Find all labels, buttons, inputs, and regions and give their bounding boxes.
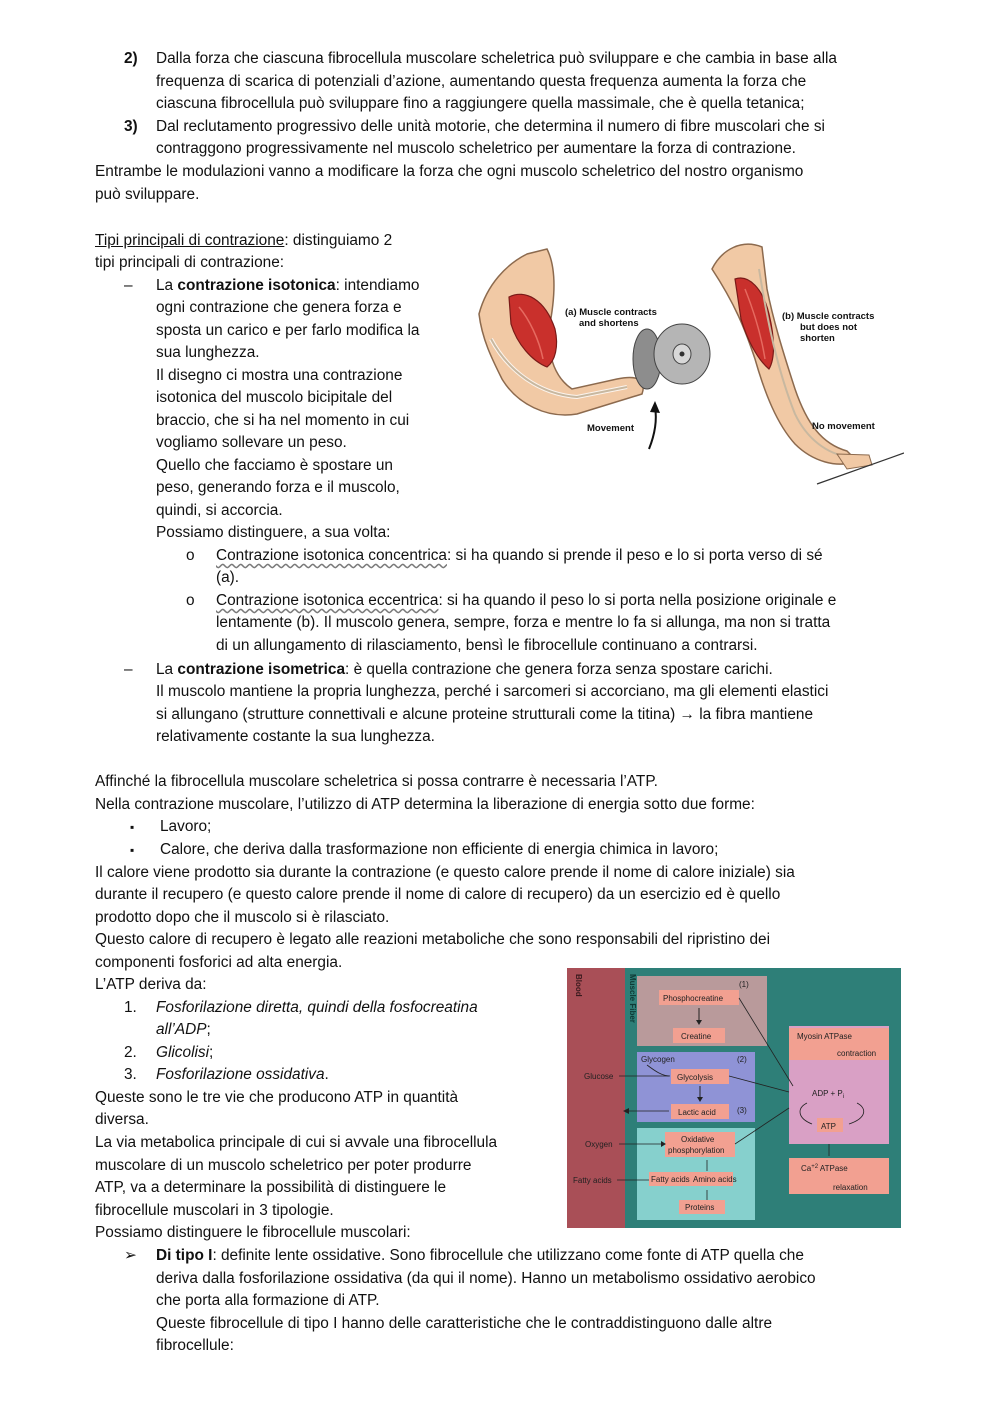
glycogen-label: Glycogen [641,1055,675,1064]
atp-metabolism-diagram [567,968,901,1228]
text-line: quindi, si accorcia. [156,502,283,519]
pathway-number: (2) [737,1055,747,1064]
text-line: Dal reclutamento progressivo delle unità motorie, che determina il numero di fibre muscolari che si [156,118,825,135]
text-line: sua lunghezza. [156,344,260,361]
glucose-label: Glucose [584,1072,614,1081]
text-line: di un allungamento di rilasciamento, bensì le fibrocellule continuano a contrarsi. [216,637,758,654]
arrow-bullet-icon: ➢ [124,1247,137,1264]
label-b: shorten [800,333,835,344]
blood-column [567,968,625,1228]
text-line: durante il recupero (e questo calore prende il nome di calore di recupero) da un esercizio ed è quello [95,886,781,903]
text-line: che porta alla formazione di ATP. [156,1292,380,1309]
myosin-atpase-label: Myosin ATPase [797,1032,852,1041]
oxygen-label: Oxygen [585,1140,613,1149]
text-line: diversa. [95,1111,149,1128]
pathway-number: (3) [737,1106,747,1115]
list-number: 2) [124,50,138,67]
text-line: deriva dalla fosforilazione ossidativa (da qui il nome). Hanno un metabolismo ossidativo aerobico [156,1270,816,1287]
text-line: tipi principali di contrazione: [95,254,285,271]
movement-arrow [649,407,656,449]
text-line: Lavoro; [160,818,212,835]
arm-b-illustration [712,244,904,484]
adp-label: ADP + $P_i$ [812,1089,845,1100]
relaxation-label: relaxation [833,1183,868,1192]
pathway-number: (1) [739,980,749,989]
text-line: ogni contrazione che genera forza e [156,299,402,316]
dash-bullet: – [124,661,133,678]
no-movement-label: No movement [812,421,875,432]
text-line: vogliamo sollevare un peso. [156,434,347,451]
text-line: ciascuna fibrocellula può sviluppare fino a raggiungere quella massimale, che è quella tetanica; [156,95,805,112]
text-line: ATP, va a determinare la possibilità di distinguere le [95,1179,447,1196]
section-heading: Tipi principali di contrazione: distinguiamo 2 [95,232,393,249]
text-line: isotonica del muscolo bicipitale del [156,389,393,406]
text-line: Di tipo I: definite lente ossidative. Sono fibrocellule che utilizzano come fonte di ATP quella che [156,1247,804,1264]
text-line: Il calore viene prodotto sia durante la contrazione (e questo calore prende il nome di calore iniziale) sia [95,864,795,881]
text-line: (a). [216,569,240,586]
text-line: Possiamo distinguere le fibrocellule muscolari: [95,1224,411,1241]
contraction-label: contraction [837,1049,877,1058]
text-line: contraggono progressivamente nel muscolo scheletrico per aumentare la forza di contrazione. [156,140,796,157]
text-line: Glicolisi; [156,1044,214,1061]
lactic-acid-label: Lactic acid [678,1108,716,1117]
text-line: Fosforilazione ossidativa. [156,1066,329,1083]
text-line: Queste sono le tre vie che producono ATP in quantità [95,1089,459,1106]
text-line: può sviluppare. [95,186,200,203]
list-number: 3) [124,118,138,135]
text-line: Contrazione isotonica concentrica: si ha quando si prende il peso e lo si porta verso di sé [216,547,823,564]
text-line: Queste fibrocellule di tipo I hanno delle caratteristiche che le contraddistinguono dalle altre [156,1315,773,1332]
fatty-acids-blood-label: Fatty acids [573,1176,612,1185]
text-line: Quello che facciamo è spostare un [156,457,393,474]
muscle-fiber-label: Muscle Fiber [628,974,637,1023]
text-line: Il disegno ci mostra una contrazione [156,367,403,384]
fatty-acids-label: Fatty acids [651,1175,690,1184]
text-line: Fosforilazione diretta, quindi della fosfocreatina [156,999,478,1016]
text-line: La contrazione isometrica: è quella contrazione che genera forza senza spostare carichi. [156,661,773,678]
label-b: (b) Muscle contracts [782,311,875,322]
text-line: peso, generando forza e il muscolo, [156,479,400,496]
list-number: 2. [124,1044,137,1061]
text-line: Il muscolo mantiene la propria lunghezza, perché i sarcomeri si accorciano, ma gli elementi elastici [156,683,829,700]
muscle-contraction-figure [477,229,904,489]
square-bullet: ▪ [130,820,135,834]
amino-acids-label: Amino acids [693,1175,737,1184]
text-line: Entrambe le modulazioni vanno a modificare la forza che ogni muscolo scheletrico del nostro organismo [95,163,804,180]
list-number: 1. [124,999,137,1016]
circle-bullet: o [186,592,195,609]
text-line: Calore, che deriva dalla trasformazione non efficiente di energia chimica in lavoro; [160,841,719,858]
phosphorylation-label: phosphorylation [668,1146,725,1155]
label-a: (a) Muscle contracts [565,307,657,318]
text-line: lentamente (b). Il muscolo genera, sempre, forza e mentre lo fa si allunga, ma non si tratta [216,614,831,631]
text-line: all’ADP; [156,1021,211,1038]
text-line: La contrazione isotonica: intendiamo [156,277,420,294]
text-line: prodotto dopo che il muscolo si è rilasciato. [95,909,390,926]
ca-atpase-label: $Ca^{+2}$ ATPase [801,1164,848,1173]
text-line: relativamente costante la sua lunghezza. [156,728,435,745]
phosphocreatine-label: Phosphocreatine [663,994,724,1003]
text-line: La via metabolica principale di cui si avvale una fibrocellula [95,1134,498,1151]
dash-bullet: – [124,277,133,294]
arrow-head-icon [650,401,660,413]
label-a: and shortens [579,318,639,329]
text-line: Possiamo distinguere, a sua volta: [156,524,391,541]
text-line: Nella contrazione muscolare, l’utilizzo di ATP determina la liberazione di energia sotto due forme: [95,796,755,813]
square-bullet: ▪ [130,843,135,857]
list-number: 3. [124,1066,137,1083]
text-line: si allungano (strutture connettivali e alcune proteine strutturali come la titina) → la fibra mantiene [156,706,814,723]
text-line: fibrocellule: [156,1337,234,1354]
atp-label: ATP [821,1122,836,1131]
creatine-label: Creatine [681,1032,712,1041]
blood-label: Blood [574,974,583,997]
text-line: Dalla forza che ciascuna fibrocellula muscolare scheletrica può sviluppare e che cambia in base alla [156,50,837,67]
text-line: frequenza di scarica di potenziali d’azione, aumentando questa frequenza aumenta la forza che [156,73,807,90]
oxidative-label: Oxidative [681,1135,715,1144]
proteins-label: Proteins [685,1203,715,1212]
text-line: braccio, che si ha nel momento in cui [156,412,410,429]
text-line: Contrazione isotonica eccentrica: si ha quando il peso lo si porta nella posizione originale e [216,592,837,609]
text-line: sposta un carico e per farlo modifica la [156,322,420,339]
circle-bullet: o [186,547,195,564]
text-line: Affinché la fibrocellula muscolare scheletrica si possa contrarre è necessaria l’ATP. [95,773,658,790]
arm-a-illustration [479,249,643,415]
text-line: Questo calore di recupero è legato alle reazioni metaboliche che sono responsabili del ripristino dei [95,931,771,948]
text-line: componenti fosforici ad alta energia. [95,954,343,971]
dumbbell [633,324,710,389]
text-line: fibrocellule muscolari in 3 tipologie. [95,1202,334,1219]
glycolysis-label: Glycolysis [677,1073,714,1082]
label-b: but does not [800,322,857,333]
movement-label: Movement [587,423,634,434]
text-line: L’ATP deriva da: [95,976,207,993]
text-line: muscolare di un muscolo scheletrico per poter produrre [95,1157,472,1174]
